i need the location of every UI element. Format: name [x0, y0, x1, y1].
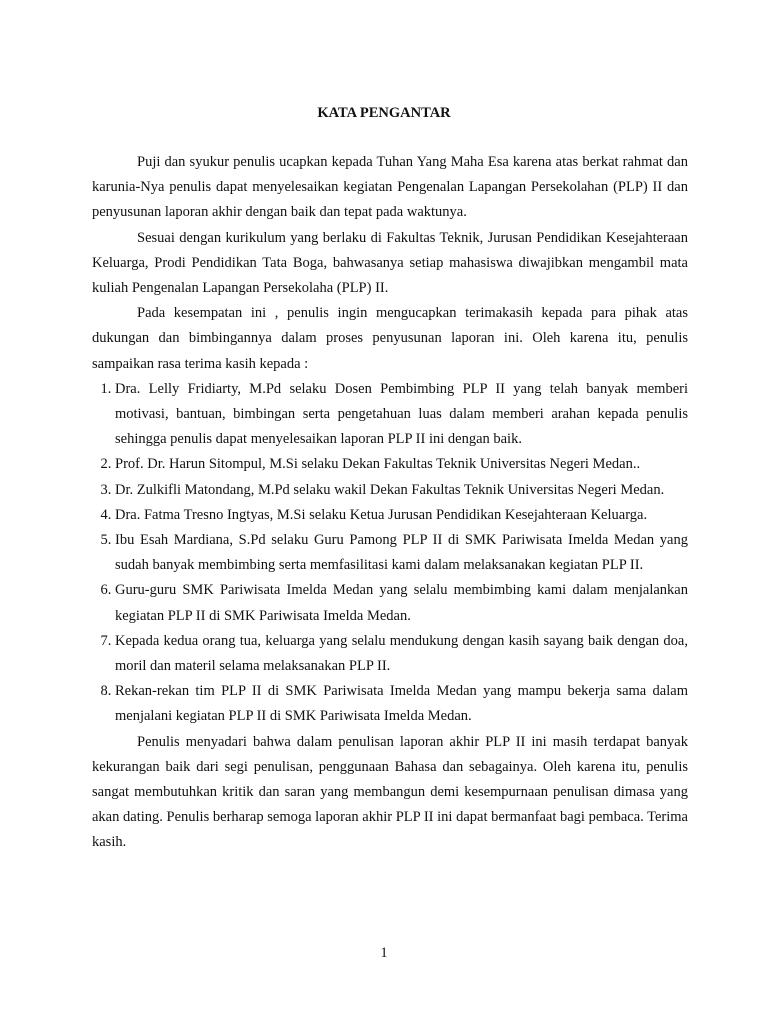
list-item: 1. Dra. Lelly Fridiarty, M.Pd selaku Dosen Pembimbing PLP II yang telah banyak memberi motivasi, bantuan, bimbingan serta pengetahuan luas dalam memberi arahan kepada penulis sehingga penulis dapat menyelesaikan laporan PLP II ini dengan baik. — [115, 377, 688, 453]
list-item: 6. Guru-guru SMK Pariwisata Imelda Medan yang selalu membimbing kami dalam menjalankan kegiatan PLP II di SMK Pariwisata Imelda Medan. — [115, 578, 688, 628]
paragraph-intro: Puji dan syukur penulis ucapkan kepada Tuhan Yang Maha Esa karena atas berkat rahmat dan karunia-Nya penulis dapat menyelesaikan kegiatan Pengenalan Lapangan Persekolahan (PLP) II dan penyusunan laporan akhir dengan baik dan tepat pada waktunya. — [92, 154, 688, 221]
page-number: 1 — [380, 945, 388, 961]
page-title: KATA PENGANTAR — [317, 105, 451, 121]
document-body — [92, 150, 688, 856]
paragraph-closing: Penulis menyadari bahwa dalam penulisan laporan akhir PLP II ini masih terdapat banyak kekurangan baik dari segi penulisan, penggunaan Bahasa dan sebagainya. Oleh karena itu, penulis sangat membutuhkan kritik dan saran yang membangun demi kesempurnaan penulisan dimasa yang akan dating. Penulis berharap semoga laporan akhir PLP II ini dapat bermanfaat bagi pembaca. Terima kasih. — [92, 733, 688, 851]
list-item: 7. Kepada kedua orang tua, keluarga yang selalu mendukung dengan kasih sayang baik dengan doa, moril dan materil selama melaksanakan PLP II. — [115, 629, 688, 679]
paragraph-curriculum: Sesuai dengan kurikulum yang berlaku di Fakultas Teknik, Jurusan Pendidikan Kesejahteraan Keluarga, Prodi Pendidikan Tata Boga, bahwasanya setiap mahasiswa diwajibkan mengambil mata kuliah Pengenalan Lapangan Persekolaha (PLP) II. — [92, 229, 688, 297]
list-item: 8. Rekan-rekan tim PLP II di SMK Pariwisata Imelda Medan yang mampu bekerja sama dalam menjalani kegiatan PLP II di SMK Pariwisata Imelda Medan. — [115, 679, 688, 729]
list-item: 3. Dr. Zulkifli Matondang, M.Pd selaku wakil Dekan Fakultas Teknik Universitas Negeri Medan. — [115, 478, 688, 503]
paragraph-thanks: Pada kesempatan ini , penulis ingin mengucapkan terimakasih kepada para pihak atas dukungan dan bimbingannya dalam proses penyusunan laporan ini. Oleh karena itu, penulis sampaikan rasa terima kasih kepada : — [92, 305, 688, 372]
list-item: 5. Ibu Esah Mardiana, S.Pd selaku Guru Pamong PLP II di SMK Pariwisata Imelda Medan yang sudah banyak membimbing serta memfasilitasi kami dalam melaksanakan kegiatan PLP II. — [115, 528, 688, 578]
acknowledgement-list — [92, 377, 688, 730]
list-item: 4. Dra. Fatma Tresno Ingtyas, M.Si selaku Ketua Jurusan Pendidikan Kesejahteraan Keluarga. — [115, 503, 688, 528]
list-item: 2. Prof. Dr. Harun Sitompul, M.Si selaku Dekan Fakultas Teknik Universitas Negeri Medan.. — [115, 452, 688, 477]
